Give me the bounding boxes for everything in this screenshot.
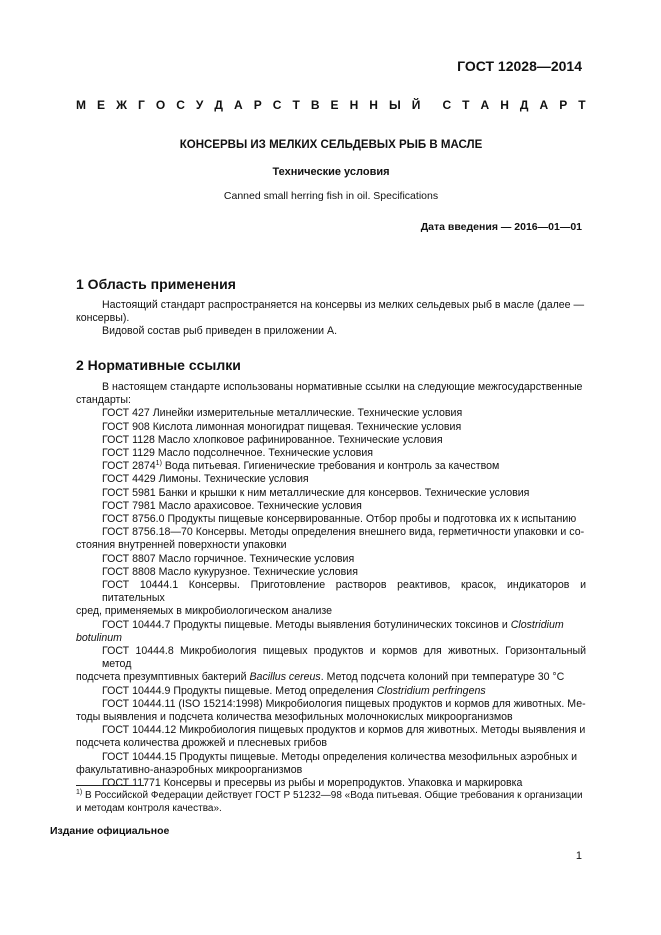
- interstate-letter: А: [480, 98, 490, 112]
- document-title-en: Canned small herring fish in oil. Specifications: [223, 190, 439, 202]
- interstate-letter: Д: [519, 98, 529, 112]
- reference-item: [102, 460, 586, 473]
- section-1-heading: 1 Область применения: [76, 276, 236, 292]
- reference-text: сред, применяемых в микробиологическом анализе: [76, 605, 333, 618]
- interstate-letter: Ж: [116, 98, 127, 112]
- reference-line-continued: [76, 671, 586, 684]
- reference-item: [102, 421, 586, 434]
- reference-line-continued: [76, 764, 586, 777]
- interstate-letter: С: [176, 98, 185, 112]
- species-paragraph: Видовой состав рыб приведен в приложении А.: [102, 325, 338, 338]
- interstate-standard-label: [76, 98, 586, 112]
- reference-item: [102, 473, 586, 486]
- reference-text: ГОСТ 10444.12 Микробиология пищевых продуктов и кормов для животных. Методы выявления и: [102, 724, 586, 737]
- reference-line: [102, 421, 586, 434]
- interstate-letter: Е: [330, 98, 339, 112]
- reference-latin-name: botulinum: [76, 631, 122, 644]
- reference-line: [102, 579, 586, 605]
- page-number: 1: [575, 850, 582, 862]
- reference-item: [76, 526, 586, 552]
- interstate-letter: Н: [349, 98, 359, 112]
- reference-line: [102, 751, 586, 764]
- reference-text: ГОСТ 8807 Масло горчичное. Технические условия: [102, 552, 355, 565]
- reference-line: [102, 447, 586, 460]
- reference-latin-name: Clostridium: [510, 618, 564, 631]
- reference-line-continued: [76, 632, 586, 645]
- reference-text: ГОСТ 10444.15 Продукты пищевые. Методы определения количества мезофильных аэробных и: [102, 750, 578, 763]
- interstate-letter: Т: [292, 98, 300, 112]
- reference-line: [102, 777, 586, 790]
- reference-line-continued: [76, 711, 586, 724]
- document-subtitle-ru: Технические условия: [272, 166, 390, 178]
- reference-line: [102, 698, 586, 711]
- interstate-letter: Д: [214, 98, 223, 112]
- interstate-letter: У: [195, 98, 204, 112]
- interstate-letter: Г: [137, 98, 145, 112]
- interstate-letter: О: [155, 98, 166, 112]
- reference-line: [102, 500, 586, 513]
- reference-item: [102, 487, 586, 500]
- scope-paragraph-line2: консервы).: [76, 312, 130, 325]
- interstate-letter: Е: [97, 98, 106, 112]
- reference-line: [102, 513, 586, 526]
- reference-item: [102, 434, 586, 447]
- interstate-letter: Ы: [388, 98, 401, 112]
- reference-item: [102, 513, 586, 526]
- footnote-mark: 1): [76, 789, 83, 796]
- refs-intro-line1: В настоящем стандарте использованы нормативные ссылки на следующие межгосударственные: [102, 381, 583, 393]
- reference-line: [102, 553, 586, 566]
- introduction-date: Дата введения — 2016—01—01: [420, 221, 582, 233]
- reference-latin-name: Clostridium perfringens: [376, 684, 486, 697]
- reference-text: ГОСТ 1129 Масло подсолнечное. Технические условия: [102, 447, 373, 460]
- footnote-line1: [76, 790, 586, 803]
- interstate-letter: С: [442, 98, 452, 112]
- reference-text: тоды выявления и подсчета количества мезофильных молочнокислых микроорганизмов: [76, 711, 513, 724]
- footnote: [76, 790, 586, 815]
- reference-text: ГОСТ 10444.1 Консервы. Приготовление растворов реактивов, красок, индикаторов и питательных: [102, 579, 586, 605]
- refs-intro-line2: стандарты:: [76, 394, 131, 407]
- footnote-line2: и методам контроля качества».: [76, 802, 222, 814]
- reference-item: [76, 750, 586, 777]
- reference-text: ГОСТ 5981 Банки и крышки к ним металлические для консервов. Технические условия: [102, 486, 530, 499]
- reference-item: [102, 553, 586, 566]
- reference-item: [76, 724, 586, 750]
- interstate-letter: Т: [462, 98, 470, 112]
- reference-item: [102, 500, 586, 513]
- reference-line: [102, 685, 586, 698]
- reference-text: ГОСТ 8756.0 Продукты пищевые консервированные. Отбор пробы и подготовка их к испытанию: [102, 513, 577, 526]
- reference-line: [102, 407, 586, 420]
- reference-item: [76, 697, 586, 724]
- scope-paragraph-line1: Настоящий стандарт распространяется на консервы из мелких сельдевых рыб в масле (далее —: [102, 299, 585, 311]
- interstate-letter: С: [272, 98, 282, 112]
- reference-text: ГОСТ 10444.8 Микробиология пищевых продуктов и кормов для животных. Горизонтальный метод: [102, 645, 586, 671]
- reference-text: . Метод подсчета колоний при температуре 30 °С: [320, 671, 565, 684]
- reference-line: [102, 566, 586, 579]
- reference-line: [102, 434, 586, 447]
- footnote-separator: [76, 785, 144, 786]
- reference-text: ГОСТ 427 Линейки измерительные металлические. Технические условия: [102, 407, 463, 420]
- reference-text: ГОСТ 11771 Консервы и пресервы из рыбы и морепродуктов. Упаковка и маркировка: [102, 777, 523, 790]
- reference-text: ГОСТ 8808 Масло кукурузное. Технические условия: [102, 565, 358, 578]
- reference-text: ГОСТ 10444.7 Продукты пищевые. Методы выявления ботулинических токсинов и: [102, 618, 511, 631]
- reference-text: ГОСТ 10444.11 (ISO 15214:1998) Микробиология пищевых продуктов и кормов для животных. Ме-: [102, 697, 586, 710]
- reference-item: [102, 777, 586, 790]
- reference-item: [76, 579, 586, 619]
- reference-text: стояния внутренней поверхности упаковки: [76, 539, 287, 552]
- reference-text: подсчета презумптивных бактерий: [76, 671, 250, 684]
- reference-item: [76, 618, 586, 645]
- reference-text: ГОСТ 4429 Лимоны. Технические условия: [102, 473, 309, 486]
- reference-text: подсчета количества дрожжей и плесневых грибов: [76, 737, 328, 750]
- interstate-letter: Н: [369, 98, 378, 112]
- reference-text: Вода питьевая. Гигиенические требования и контроль за качеством: [161, 460, 500, 473]
- reference-latin-name: Bacillus cereus: [249, 671, 321, 684]
- interstate-letter: Й: [411, 98, 421, 112]
- reference-item: [102, 566, 586, 579]
- interstate-letter: В: [310, 98, 320, 112]
- official-edition-label: Издание официальное: [50, 825, 170, 837]
- reference-line: [102, 645, 586, 671]
- standard-number: ГОСТ 12028—2014: [457, 58, 582, 74]
- section-2-heading: 2 Нормативные ссылки: [76, 357, 241, 373]
- section-2-body: [76, 381, 586, 790]
- reference-line: [102, 724, 586, 737]
- section-1-body: [76, 299, 586, 339]
- interstate-letter: М: [76, 98, 86, 112]
- reference-item: [102, 447, 586, 460]
- reference-line: [102, 487, 586, 500]
- reference-line-continued: [76, 539, 586, 552]
- interstate-letter: А: [539, 98, 549, 112]
- interstate-letter: Т: [578, 98, 586, 112]
- interstate-letter: Н: [500, 98, 509, 112]
- reference-item: [76, 645, 586, 685]
- reference-text: ГОСТ 1128 Масло хлопковое рафинированное. Технические условия: [102, 433, 443, 446]
- reference-text: ГОСТ 8756.18—70 Консервы. Методы определения внешнего вида, герметичности упаковки и со-: [102, 526, 585, 539]
- reference-item: [102, 407, 586, 420]
- reference-line: [102, 460, 586, 473]
- reference-text: факультативно-анаэробных микроорганизмов: [76, 763, 303, 776]
- document-title-ru: КОНСЕРВЫ ИЗ МЕЛКИХ СЕЛЬДЕВЫХ РЫБ В МАСЛЕ: [179, 139, 483, 151]
- footnote-text: В Российской Федерации действует ГОСТ Р 51232—98 «Вода питьевая. Общие требования к организации: [82, 790, 583, 801]
- reference-text: ГОСТ 10444.9 Продукты пищевые. Метод определения: [102, 684, 377, 697]
- interstate-letter: Р: [559, 98, 568, 112]
- reference-item: [102, 685, 586, 698]
- reference-line: [102, 526, 586, 539]
- reference-line: [102, 473, 586, 486]
- reference-line: [102, 619, 586, 632]
- footnote-ref-mark: 1): [155, 460, 162, 468]
- reference-line-continued: [76, 737, 586, 750]
- interstate-letter: Р: [253, 98, 262, 112]
- reference-text: ГОСТ 7981 Масло арахисовое. Технические условия: [102, 499, 362, 512]
- reference-line-continued: [76, 605, 586, 618]
- interstate-letter: А: [233, 98, 243, 112]
- reference-text: ГОСТ 2874: [102, 460, 156, 473]
- reference-text: ГОСТ 908 Кислота лимонная моногидрат пищевая. Технические условия: [102, 420, 462, 433]
